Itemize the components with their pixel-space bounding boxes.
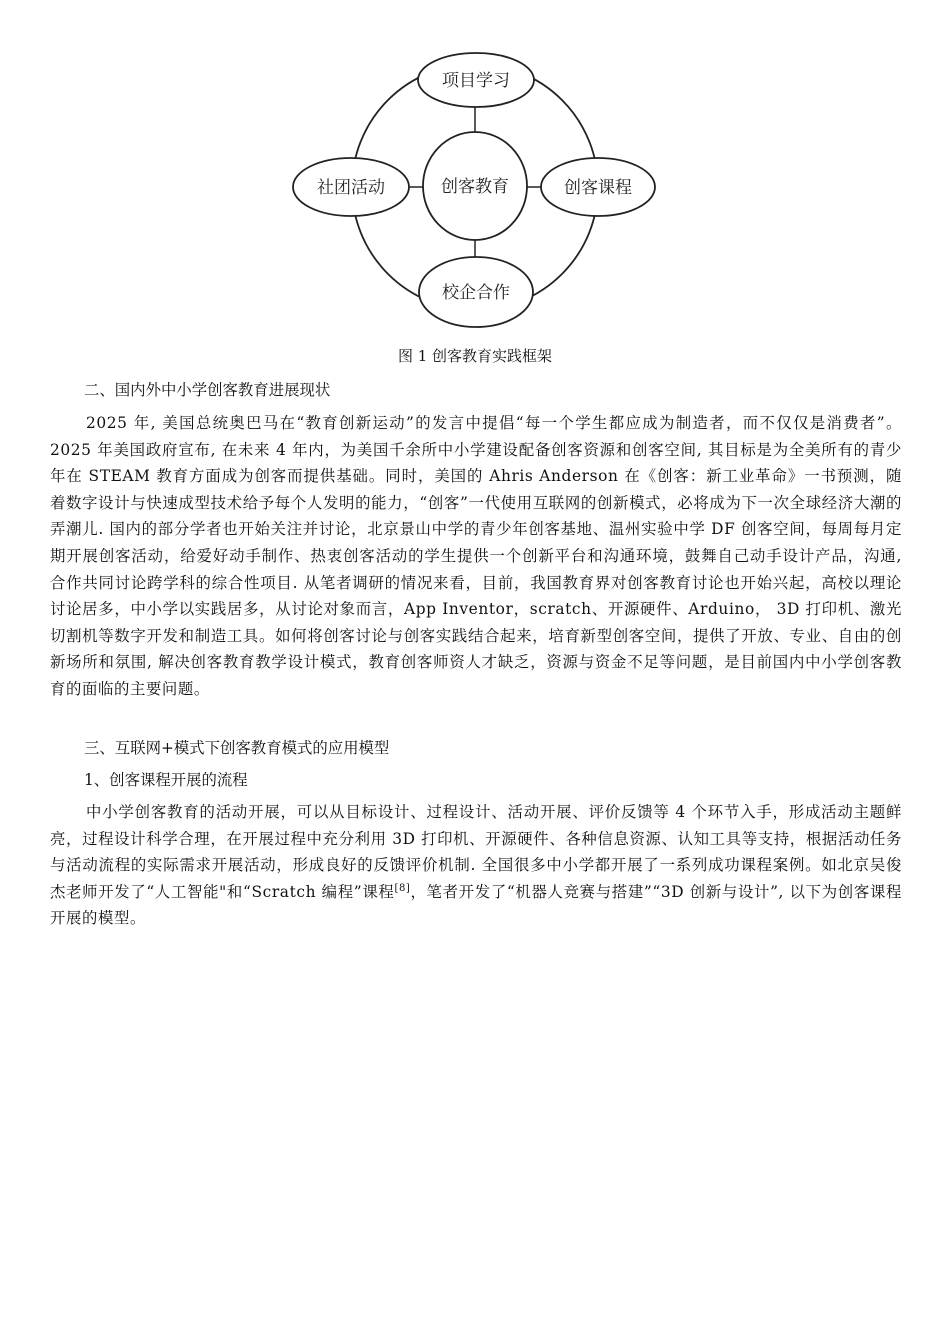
- section-3-heading: 三、互联网+模式下创客教育模式的应用模型: [84, 739, 390, 757]
- node-center-label: 创客教育: [441, 177, 509, 197]
- section-2-heading: 二、国内外中小学创客教育进展现状: [84, 381, 331, 399]
- section-3-paragraph-tail: ，笔者开发了“机器人竞赛与搭建”“3D 创新与设计”, 以下为创客课程开展的模型。: [50, 882, 902, 928]
- framework-diagram: [280, 40, 670, 340]
- citation-marker[interactable]: [8]: [394, 882, 411, 894]
- figure-caption: 图 1 创客教育实践框架: [397, 347, 553, 365]
- node-top-label: 项目学习: [442, 71, 510, 91]
- section-3-subheading: 1、创客课程开展的流程: [84, 771, 248, 789]
- node-bottom-label: 校企合作: [442, 283, 510, 303]
- section-3-paragraph-main: 中小学创客教育的活动开展，可以从目标设计、过程设计、活动开展、评价反馈等 4 个环节入手，形成活动主题鲜亮，过程设计科学合理，在开展过程中充分利用 3D 打印机、开源硬件、各种信息资源、认知工具等支持，根据活动任务与活动流程的实际需求开展活动，形成良好的反馈评价机制. 全国很多中小学都开展了一系列成功课程案例。如北京吴俊杰老师开发了“人工智能"和“Scratch 编程”课程: [50, 803, 902, 901]
- section-3-paragraph: [50, 799, 902, 932]
- section-2-paragraph: 2025 年, 美国总统奥巴马在“教育创新运动”的发言中提倡“每一个学生都应成为制造者，而不仅仅是消费者”。2025 年美国政府宣布, 在未来 4 年内，为美国千余所中小学建设配备创客资源和创客空间, 其目标是为全美所有的青少年在 STEAM 教育方面成为创客而提供基础。同时，美国的 Ahris Anderson 在《创客：新工业革命》一书预测，随着数字设计与快速成型技术给予每个人发明的能力，“创客”一代使用互联网的创新模式，必将成为下一次全球经济大潮的弄潮儿. 国内的部分学者也开始关注并讨论，北京景山中学的青少年创客基地、温州实验中学 DF 创客空间，每周每月定期开展创客活动，给爱好动手制作、热衷创客活动的学生提供一个创新平台和沟通环境，鼓舞自己动手设计产品，沟通, 合作共同讨论跨学科的综合性项目. 从笔者调研的情况来看，目前，我国教育界对创客教育讨论也开始兴起，高校以理论讨论居多，中小学以实践居多，从讨论对象而言，App Inventor，scratch、开源硬件、Arduino， 3D 打印机、激光切割机等数字开发和制造工具。如何将创客讨论与创客实践结合起来，培育新型创客空间，提供了开放、专业、自由的创新场所和氛围, 解决创客教育教学设计模式，教育创客师资人才缺乏，资源与资金不足等问题，是目前国内中小学创客教育的面临的主要问题。: [50, 414, 903, 698]
- node-left-label: 社团活动: [317, 178, 385, 198]
- node-right-label: 创客课程: [564, 178, 632, 198]
